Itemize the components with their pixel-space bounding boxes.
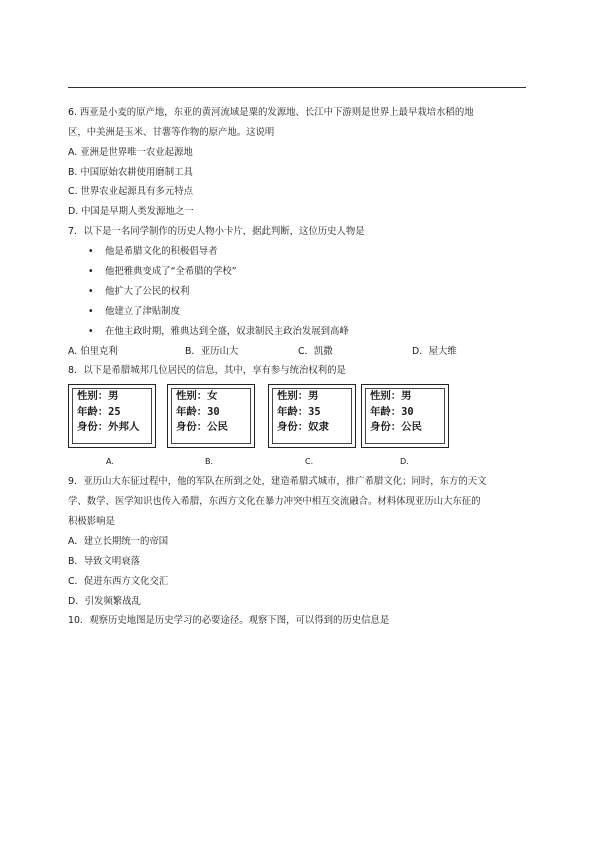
q7-bullet-2: 他把雅典变成了“全希腊的学校” <box>105 266 237 277</box>
card-gender: 性别：女 <box>176 390 218 402</box>
card-status: 身份：奴隶 <box>277 421 329 433</box>
bullet-icon: • <box>88 306 94 317</box>
resident-card-b <box>167 384 255 448</box>
resident-card-c <box>268 384 356 448</box>
card-age: 年龄：30 <box>370 405 414 418</box>
q9-option-a: A．建立长期统一的帝国 <box>68 536 169 547</box>
card-age: 年龄：35 <box>277 405 321 418</box>
header-rule <box>68 87 526 88</box>
bullet-icon: • <box>88 246 94 257</box>
q6-stem-line1: 6. 西亚是小麦的原产地，东亚的黄河流域是粟的发源地、长江中下游则是世界上最早栽培水稻的地 <box>68 107 474 118</box>
card-status: 身份：公民 <box>370 421 422 433</box>
q7-bullet-3: 他扩大了公民的权利 <box>105 286 190 297</box>
q7-stem: 7．以下是一名同学制作的历史人物小卡片，据此判断，这位历史人物是 <box>68 226 365 237</box>
card-gender: 性别：男 <box>77 390 119 402</box>
resident-card-a <box>68 384 156 448</box>
q9-stem-line1: 9．亚历山大东征过程中，他的军队在所到之处，建造希腊式城市，推广希腊文化；同时，东方的天文 <box>68 476 487 487</box>
card-age: 年龄：25 <box>77 405 121 418</box>
q7-option-b: B．亚历山大 <box>185 346 239 357</box>
q9-option-b: B．导致文明衰落 <box>68 556 141 567</box>
q9-option-c: C．促进东西方文化交汇 <box>68 576 169 587</box>
card-label-d: D. <box>400 457 409 466</box>
q10-stem: 10．观察历史地图是历史学习的必要途径。观察下图，可以得到的历史信息是 <box>68 615 390 626</box>
q6-option-a: A. 亚洲是世界唯一农业起源地 <box>68 147 193 158</box>
q6-option-c: C. 世界农业起源具有多元特点 <box>68 186 194 197</box>
card-label-b: B. <box>205 457 214 466</box>
bullet-icon: • <box>88 326 94 337</box>
q7-option-d: D．屋大维 <box>412 346 457 357</box>
card-age: 年龄：30 <box>176 405 220 418</box>
q6-stem-line2: 区，中美洲是玉米、甘薯等作物的原产地。这说明 <box>68 127 275 138</box>
bullet-icon: • <box>88 286 94 297</box>
card-status: 身份：公民 <box>176 421 228 433</box>
q9-option-d: D．引发频繁战乱 <box>68 596 141 607</box>
q9-stem-line3: 积极影响是 <box>68 516 115 527</box>
card-gender: 性别：男 <box>277 390 319 402</box>
q6-option-d: D. 中国是早期人类发源地之一 <box>68 206 194 217</box>
q7-bullet-4: 他建立了津贴制度 <box>105 306 181 317</box>
resident-card-d <box>361 384 449 448</box>
q7-bullet-5: 在他主政时期，雅典达到全盛，奴隶制民主政治发展到高峰 <box>105 326 349 337</box>
card-label-c: C. <box>305 457 314 466</box>
q7-option-a: A. 伯里克利 <box>68 346 118 357</box>
card-label-a: A. <box>106 457 114 466</box>
q8-stem: 8．以下是希腊城邦几位居民的信息，其中，享有参与统治权利的是 <box>68 365 346 376</box>
q7-bullet-1: 他是希腊文化的积极倡导者 <box>105 246 218 257</box>
q6-option-b: B. 中国原始农耕使用磨制工具 <box>68 167 193 178</box>
q7-option-c: C．凯撒 <box>298 346 333 357</box>
q9-stem-line2: 学、数学、医学知识也传入希腊，东西方文化在暴力冲突中相互交流融合。材料体现亚历山大东征的 <box>68 496 481 507</box>
card-gender: 性别：男 <box>370 390 412 402</box>
bullet-icon: • <box>88 266 94 277</box>
card-status: 身份：外邦人 <box>77 421 140 433</box>
